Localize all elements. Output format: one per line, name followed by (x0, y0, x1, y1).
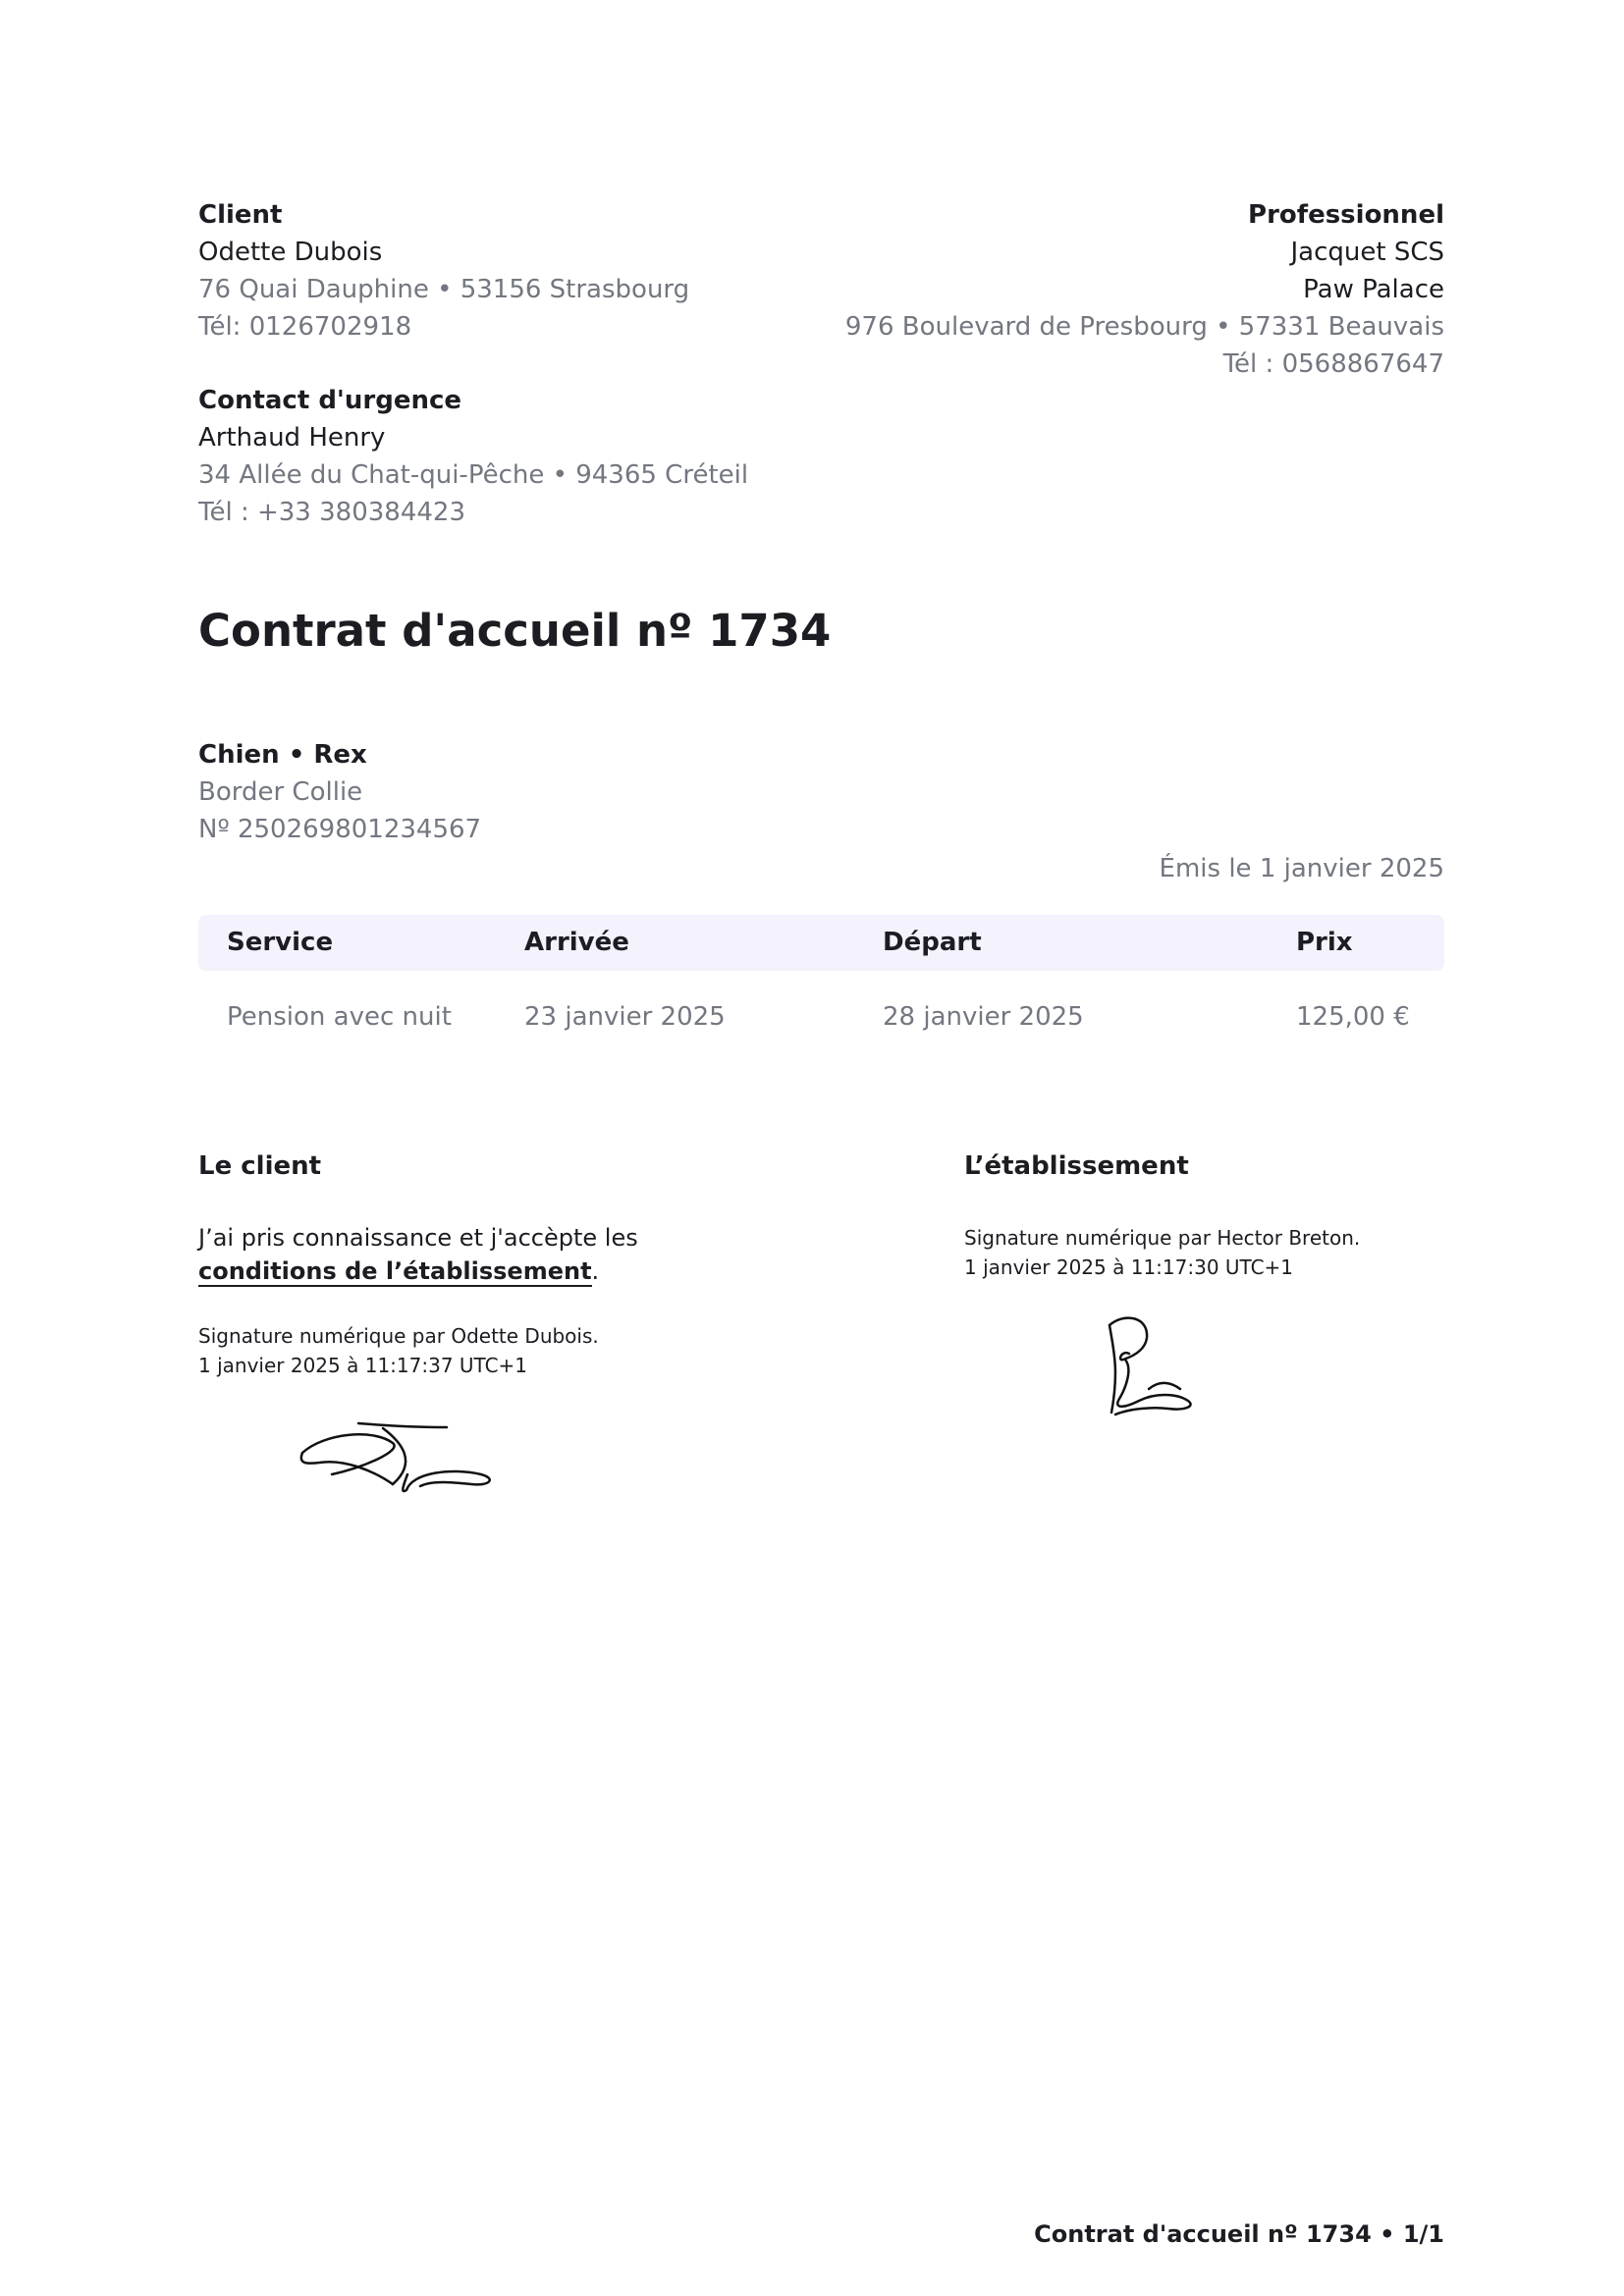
contract-title: Contrat d'accueil nº 1734 (198, 605, 832, 657)
establishment-signature-meta (964, 1223, 1360, 1282)
client-signature-drawing (285, 1414, 520, 1502)
pet-block (198, 736, 481, 848)
establishment-signed-at: 1 janvier 2025 à 11:17:30 UTC+1 (964, 1255, 1294, 1279)
establishment-signed-by: Signature numérique par Hector Breton. (964, 1226, 1361, 1250)
client-label: Client (198, 200, 283, 230)
table-header (198, 915, 1444, 971)
client-block (198, 196, 689, 346)
acceptance-prefix: J’ai pris connaissance et j'accèpte les (198, 1224, 638, 1252)
professional-phone: Tél : 0568867647 (1222, 349, 1444, 379)
acceptance-suffix: . (591, 1257, 600, 1285)
professional-establishment: Paw Palace (1303, 275, 1444, 304)
cell-departure: 28 janvier 2025 (883, 1002, 1084, 1032)
header-price: Prix (1296, 928, 1353, 957)
table-row (198, 971, 1444, 1063)
conditions-link[interactable]: conditions de l’établissement (198, 1257, 592, 1285)
acceptance-text (198, 1221, 768, 1288)
client-signature-title: Le client (198, 1151, 322, 1181)
service-table (198, 915, 1444, 1063)
professional-address: 976 Boulevard de Presbourg • 57331 Beauvais (844, 312, 1444, 342)
client-signed-by: Signature numérique par Odette Dubois. (198, 1324, 599, 1348)
client-signed-at: 1 janvier 2025 à 11:17:37 UTC+1 (198, 1354, 528, 1377)
client-name: Odette Dubois (198, 238, 383, 267)
professional-company: Jacquet SCS (1290, 238, 1444, 267)
pet-id-number: Nº 250269801234567 (198, 815, 482, 844)
header-arrival: Arrivée (524, 928, 629, 957)
header-departure: Départ (883, 928, 982, 957)
client-signature-meta (198, 1321, 599, 1380)
emergency-contact-block (198, 382, 748, 531)
professional-label: Professionnel (1248, 200, 1444, 230)
pet-species-name: Chien • Rex (198, 740, 367, 770)
cell-price: 125,00 € (1296, 1002, 1410, 1032)
cell-service: Pension avec nuit (227, 1002, 452, 1032)
pet-breed: Border Collie (198, 777, 363, 807)
emergency-phone: Tél : +33 380384423 (198, 498, 465, 527)
client-phone: Tél: 0126702918 (198, 312, 412, 342)
header-service: Service (227, 928, 334, 957)
emergency-name: Arthaud Henry (198, 423, 386, 453)
page-footer: Contrat d'accueil nº 1734 • 1/1 (1034, 2220, 1444, 2248)
establishment-signature-title: L’établissement (964, 1151, 1189, 1181)
emergency-address: 34 Allée du Chat-qui-Pêche • 94365 Créteil (198, 460, 749, 490)
issued-date: Émis le 1 janvier 2025 (1159, 854, 1444, 883)
client-address: 76 Quai Dauphine • 53156 Strasbourg (198, 275, 690, 304)
emergency-label: Contact d'urgence (198, 386, 462, 415)
cell-arrival: 23 janvier 2025 (524, 1002, 726, 1032)
professional-block (845, 196, 1444, 383)
establishment-signature-drawing (1090, 1310, 1218, 1438)
